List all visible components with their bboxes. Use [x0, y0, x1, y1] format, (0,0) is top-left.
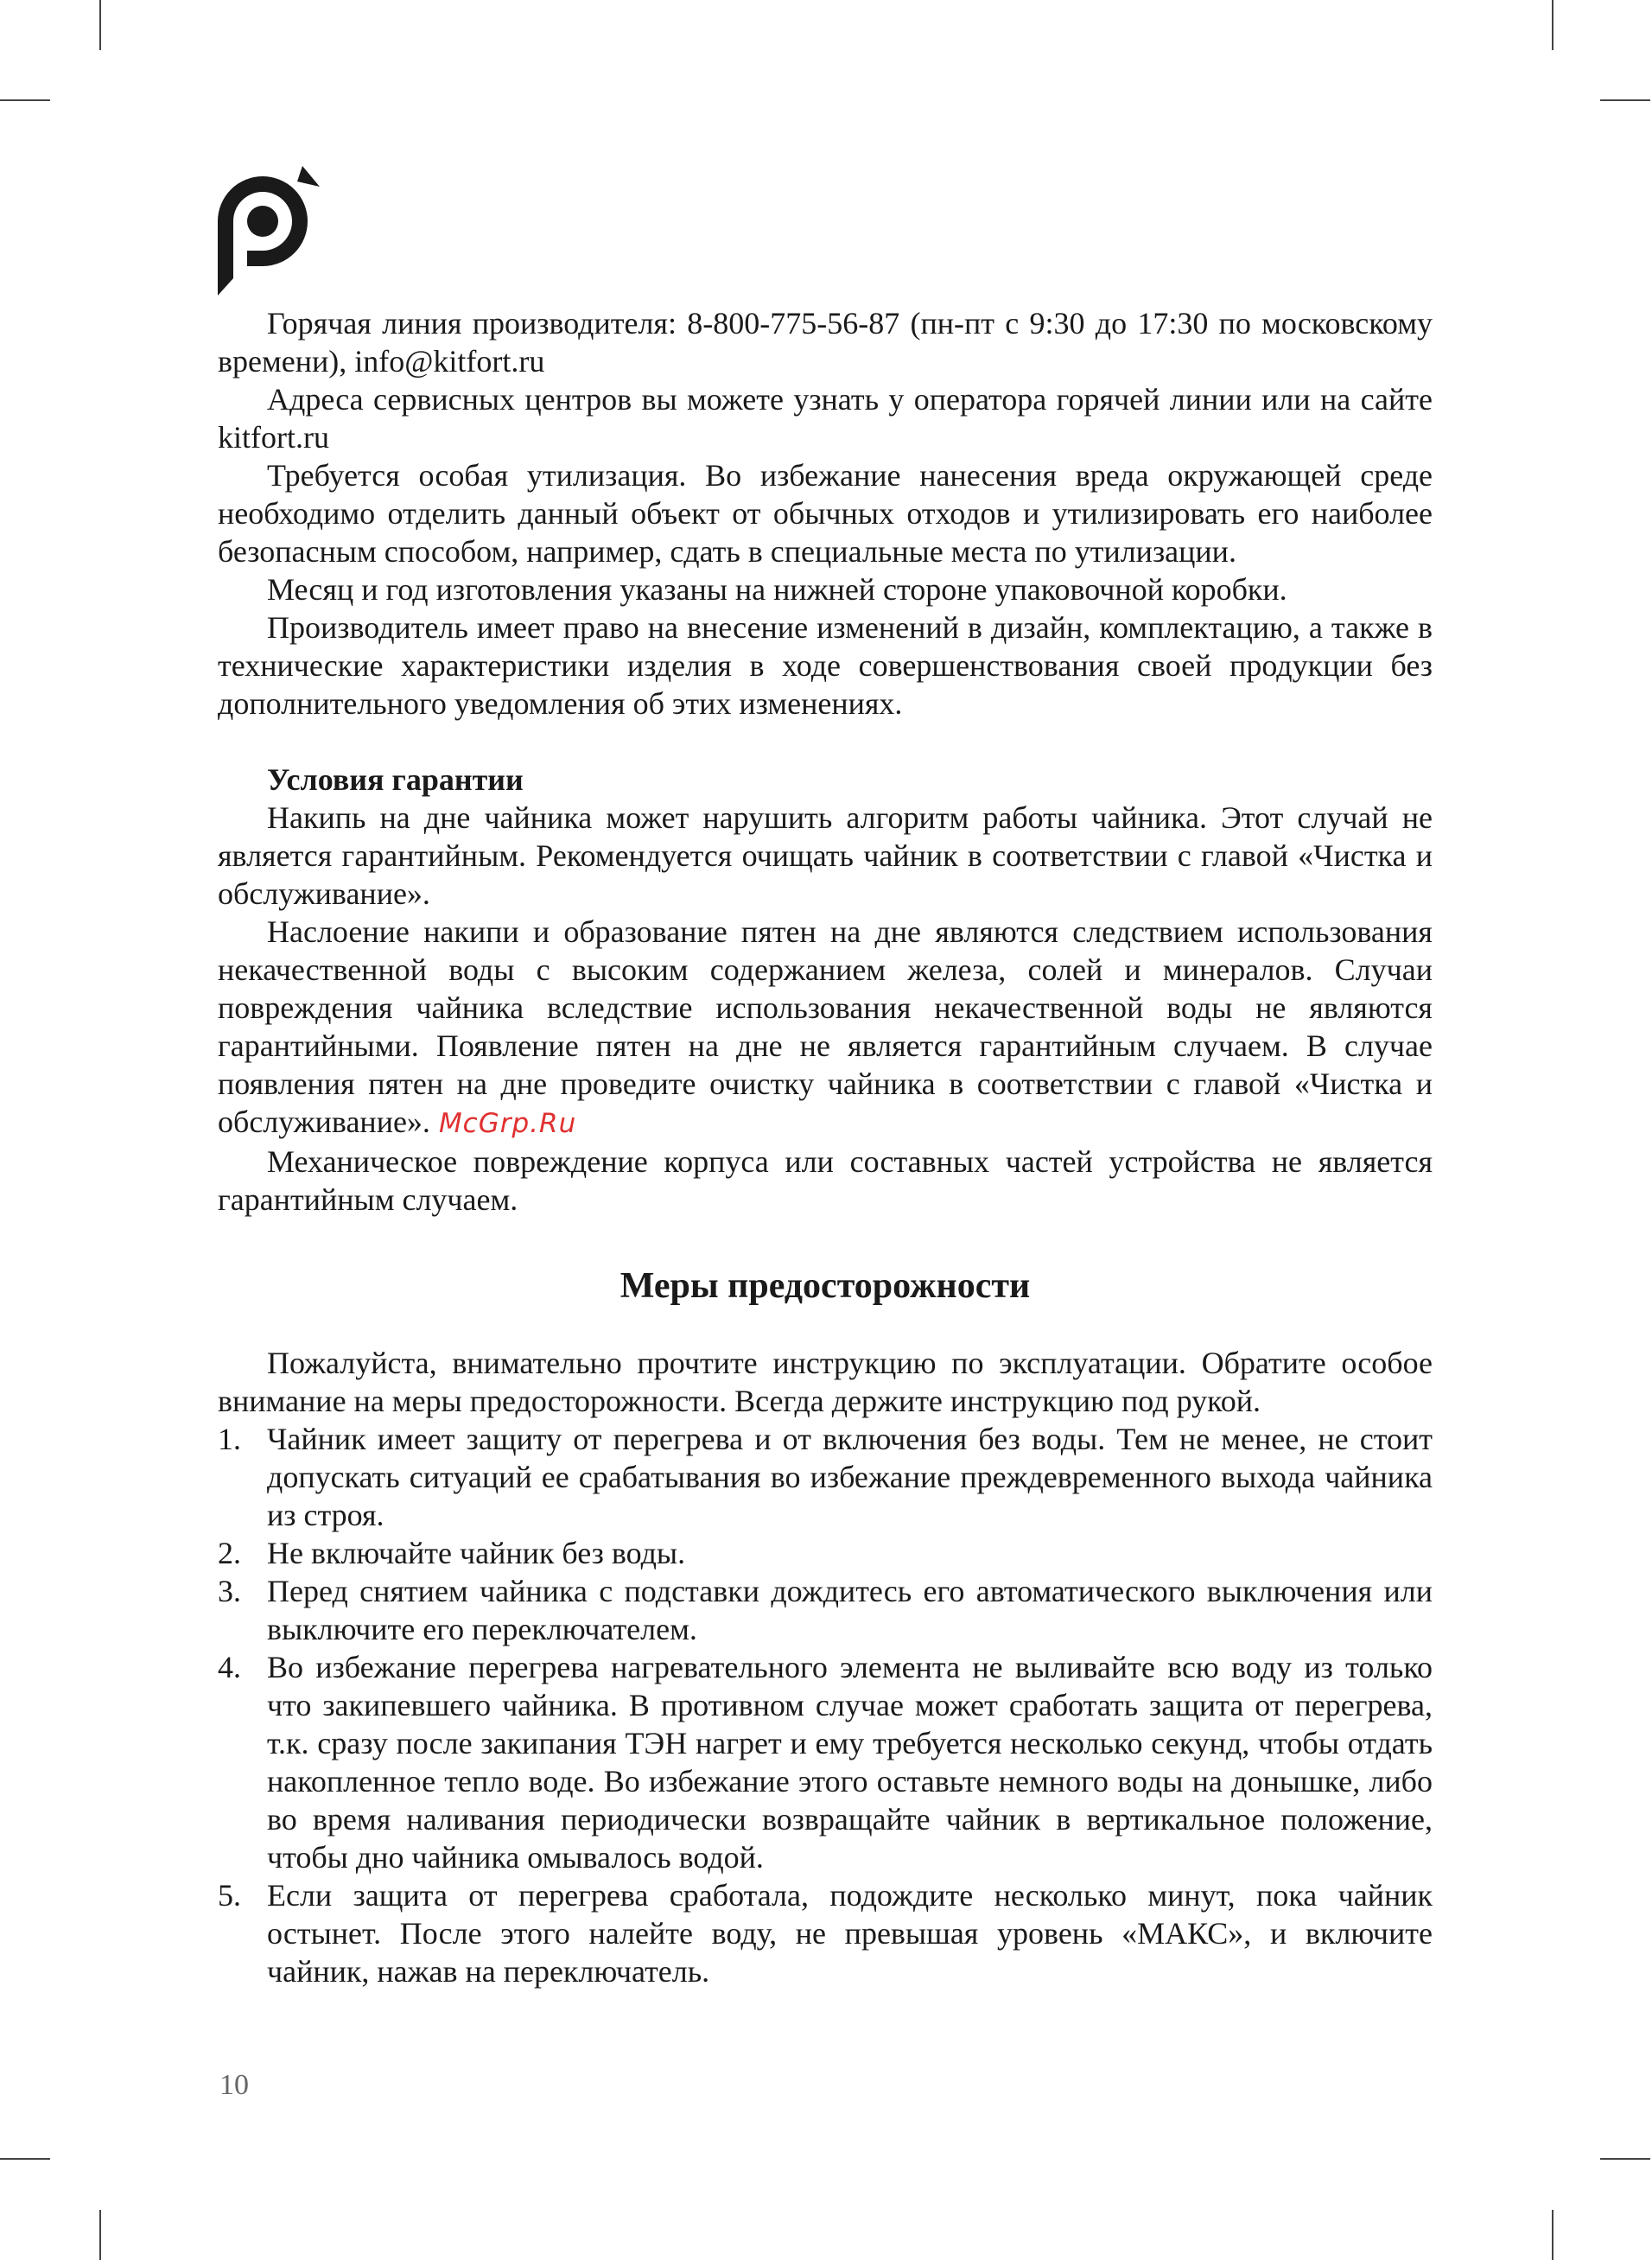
paragraph-manufacture-date: Месяц и год изготовления указаны на нижней стороне упаковочной коробки. [267, 572, 1287, 607]
list-item [218, 1876, 1433, 1990]
crop-mark-top-left [99, 0, 101, 50]
list-item-text: Перед снятием чайника с подставки дождитесь его автоматического выключения или выключите его переключателем. [267, 1574, 1433, 1646]
warranty-paragraph-scale: Накипь на дне чайника может нарушить алгоритм работы чайника. Этот случай не является гарантийным. Рекомендуется очищать чайник в соответствии с главой «Чистка и обслуживание». [218, 800, 1433, 911]
brand-logo-icon [218, 164, 320, 296]
list-item-text: Во избежание перегрева нагревательного элемента не выливайте всю воду из только что закипевшего чайника. В противном случае может сработать защита от перегрева, т.к. сразу после закипания ТЭН нагрет и ему требуется несколько секунд, чтобы отдать накопленное тепло воде. Во избежание этого оставьте немного воды на донышке, либо во время наливания периодически возвращайте чайник в вертикальное положение, чтобы дно чайника омывалось водой. [267, 1650, 1433, 1875]
watermark: McGrp.Ru [438, 1108, 577, 1139]
section-title-precautions: Меры предосторожности [620, 1266, 1031, 1306]
crop-mark-right-top [1600, 99, 1650, 101]
page-number: 10 [219, 2069, 249, 2101]
warranty-heading: Условия гарантии [267, 762, 524, 797]
list-item-number: 1. [218, 1422, 241, 1456]
precautions-list [218, 1420, 1433, 1990]
crop-mark-left-top [0, 99, 50, 101]
page-content [218, 304, 1433, 1990]
list-item [218, 1534, 1433, 1572]
list-item-text: Если защита от перегрева сработала, подождите несколько минут, пока чайник остынет. После этого налейте воду, не превышая уровень «МАКС», и включите чайник, нажав на переключатель. [267, 1878, 1433, 1989]
list-item-number: 5. [218, 1878, 241, 1913]
crop-mark-left-bottom [0, 2158, 50, 2160]
paragraph-disposal: Требуется особая утилизация. Во избежание нанесения вреда окружающей среде необходимо отделить данный объект от обычных отходов и утилизировать его наиболее безопасным способом, например, сдать в специальные места по утилизации. [218, 458, 1433, 569]
warranty-paragraph-stains [218, 913, 1433, 1143]
paragraph-hotline: Горячая линия производителя: 8-800-775-56-87 (пн-пт с 9:30 до 17:30 по московскому времени), info@kitfort.ru [218, 306, 1433, 379]
list-item-number: 3. [218, 1574, 241, 1608]
warranty-paragraph-mechanical: Механическое повреждение корпуса или составных частей устройства не является гарантийным случаем. [218, 1144, 1433, 1217]
list-item-number: 4. [218, 1650, 241, 1684]
crop-mark-top-right [1552, 0, 1554, 50]
crop-mark-bottom-right [1552, 2210, 1554, 2260]
paragraph-service-centers: Адреса сервисных центров вы можете узнать у оператора горячей линии или на сайте kitfort.ru [218, 382, 1433, 455]
list-item [218, 1572, 1433, 1648]
list-item [218, 1420, 1433, 1534]
list-item-number: 2. [218, 1536, 241, 1570]
precautions-intro: Пожалуйста, внимательно прочтите инструкцию по эксплуатации. Обратите особое внимание на меры предосторожности. Всегда держите инструкцию под рукой. [218, 1346, 1433, 1418]
warranty-paragraph-stains-text: Наслоение накипи и образование пятен на дне являются следствием использования некачественной воды с высоким содержанием железа, солей и минералов. Случаи повреждения чайника вследствие использования некачественной воды не являются гарантийными. Появление пятен на дне не является гарантийным случаем. В случае появления пятен на дне проведите очистку чайника в соответствии с главой «Чистка и обслуживание». [218, 914, 1433, 1139]
paragraph-design-changes: Производитель имеет право на внесение изменений в дизайн, комплектацию, а также в технические характеристики изделия в ходе совершенствования своей продукции без дополнительного уведомления об этих изменениях. [218, 610, 1433, 721]
crop-mark-bottom-left [99, 2210, 101, 2260]
list-item-text: Чайник имеет защиту от перегрева и от включения без воды. Тем не менее, не стоит допускать ситуаций ее срабатывания во избежание преждевременного выхода чайника из строя. [267, 1422, 1433, 1532]
crop-mark-right-bottom [1600, 2158, 1650, 2160]
list-item [218, 1648, 1433, 1876]
list-item-text: Не включайте чайник без воды. [267, 1536, 686, 1570]
